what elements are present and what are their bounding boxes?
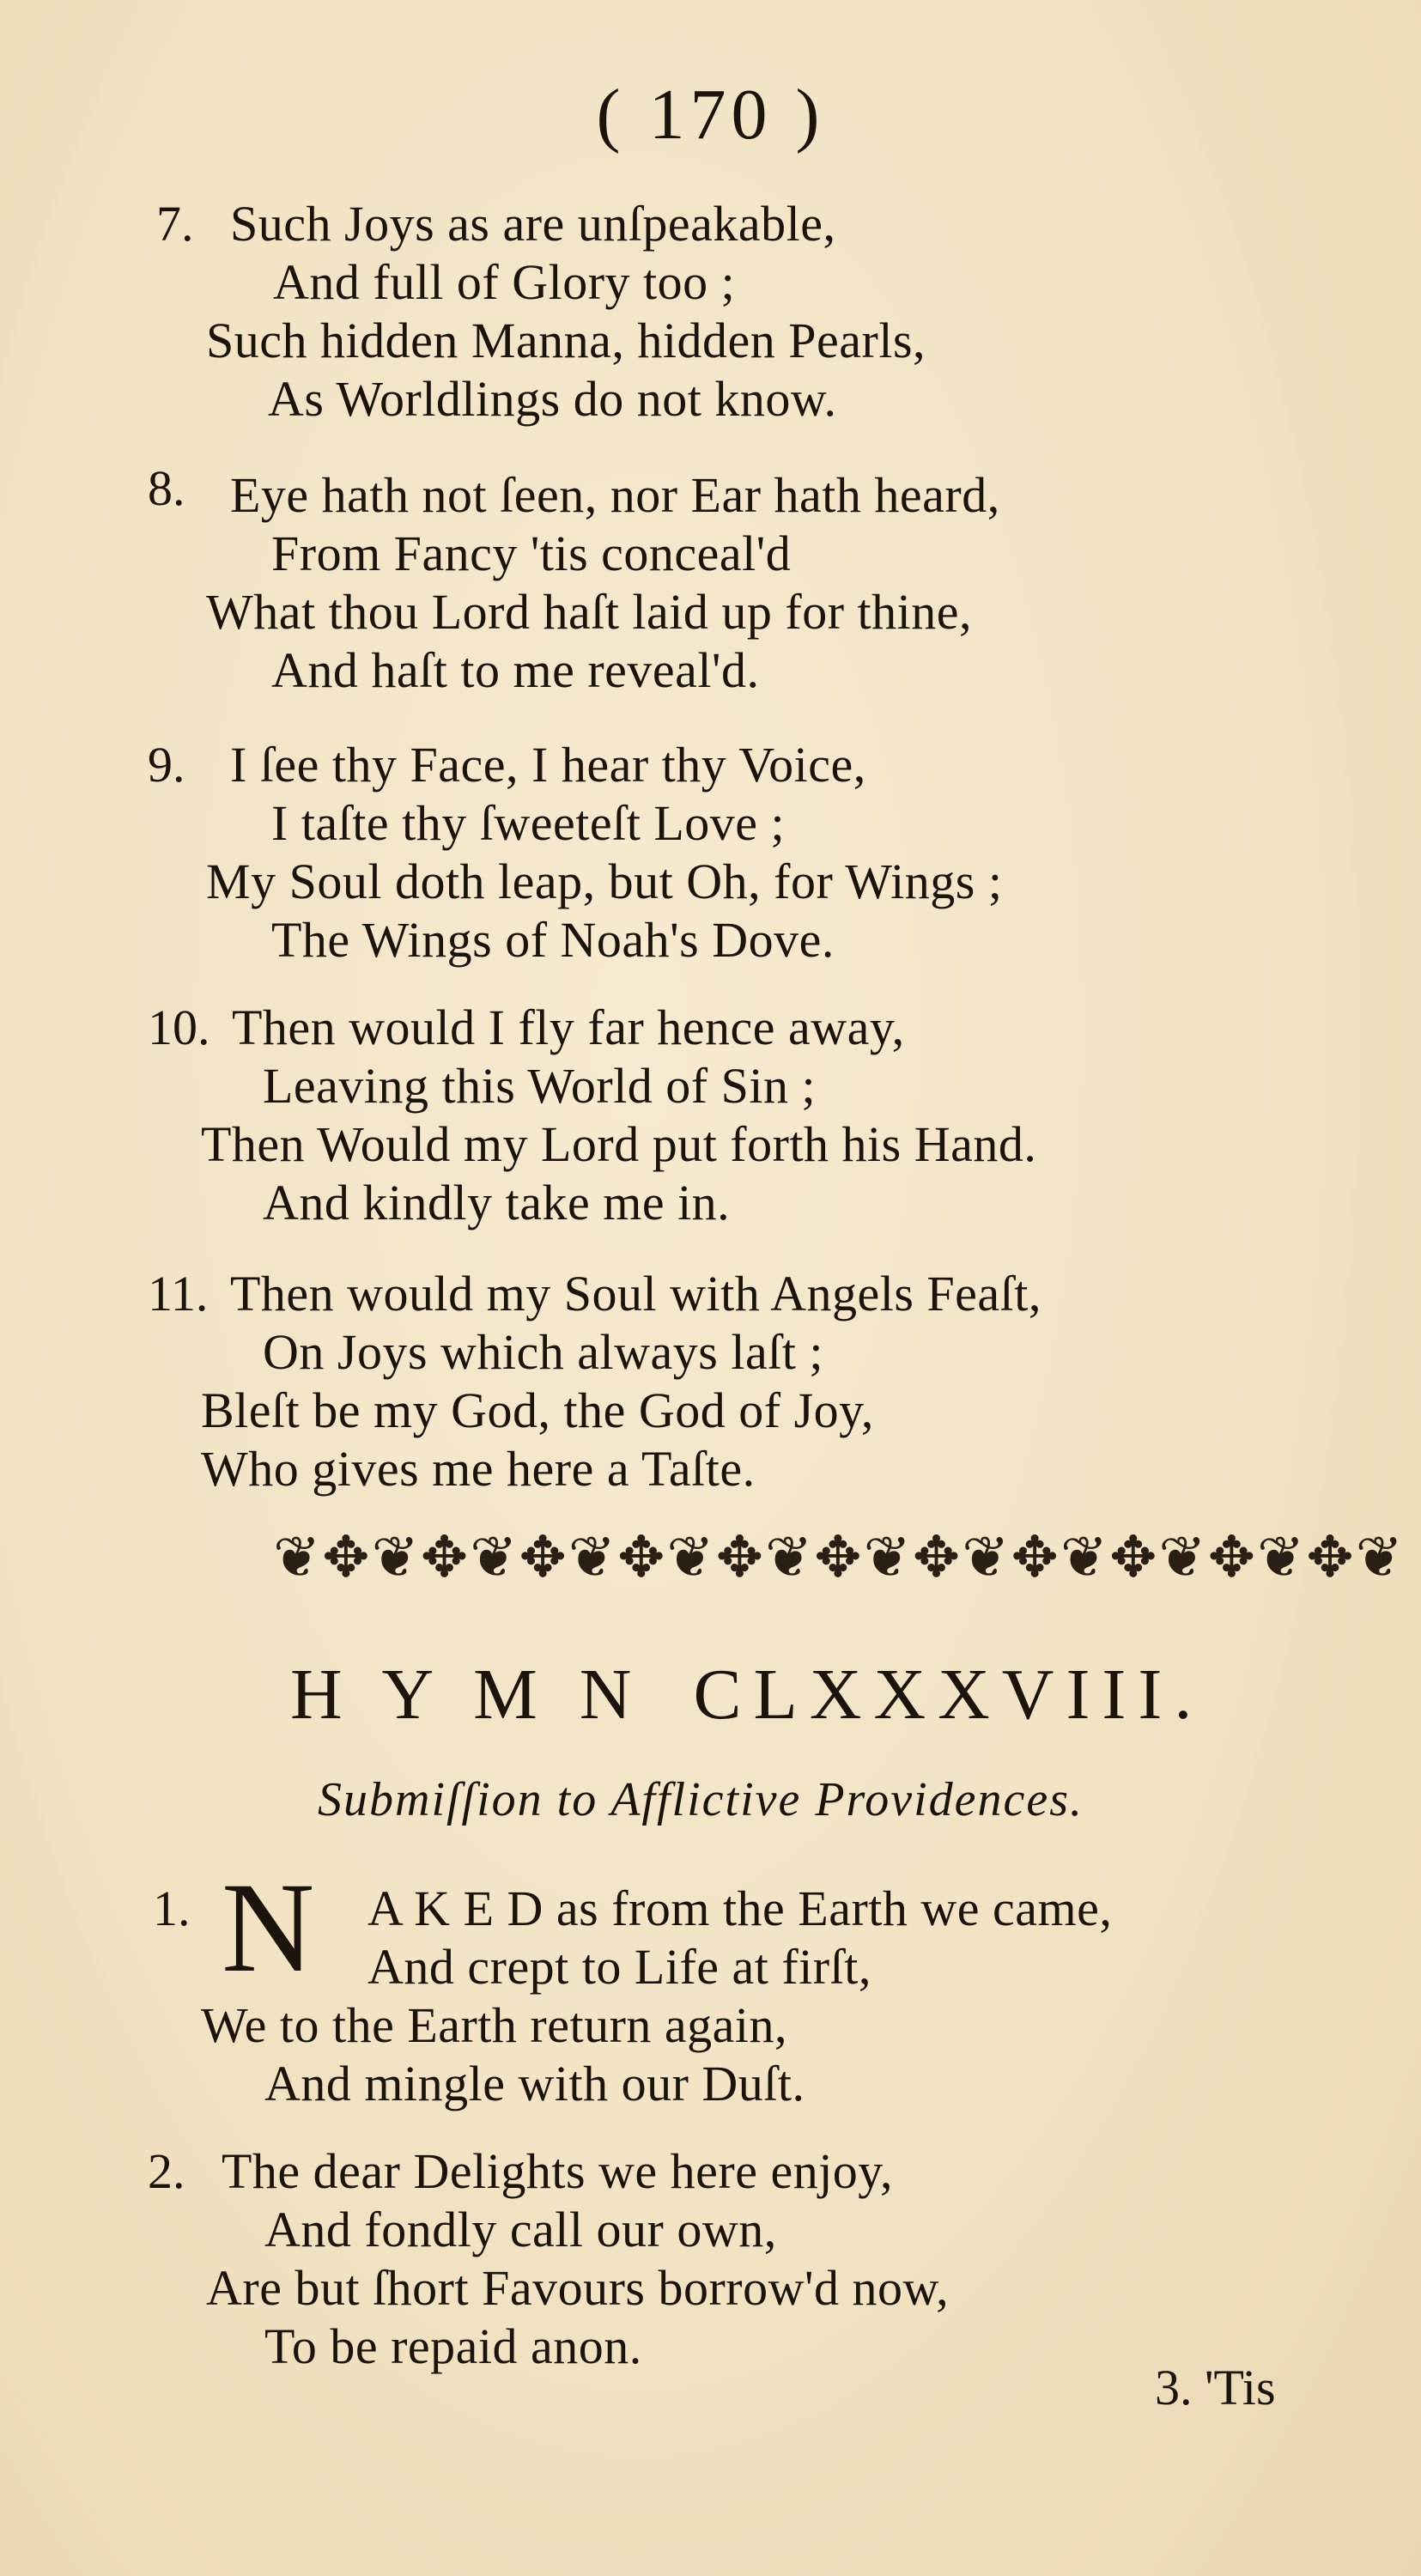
hymn-subtitle: Submiſſion to Afflictive Providences. [318, 1773, 1084, 1826]
stanza-number: 11. [148, 1266, 209, 1321]
stanza-number: 7. [156, 196, 194, 252]
stanza-number: 1. [153, 1880, 191, 1936]
verse-line: A K E D as from the Earth we came, [367, 1880, 1113, 1936]
verse-line: As Worldlings do not know. [268, 371, 837, 427]
stanza-number: 2. [148, 2143, 185, 2199]
hymn-title-word: H Y M N [290, 1655, 644, 1735]
verse-line: On Joys which always laſt ; [263, 1324, 824, 1380]
verse-line: We to the Earth return again, [201, 1997, 788, 2053]
stanza-number: 10. [148, 999, 210, 1055]
verse-line: Then would I fly far hence away, [232, 999, 905, 1055]
verse-line: Such hidden Manna, hidden Pearls, [206, 313, 926, 368]
verse-line: And kindly take me in. [263, 1175, 731, 1230]
drop-cap: N [222, 1856, 315, 1999]
verse-line: My Soul doth leap, but Oh, for Wings ; [206, 854, 1003, 909]
hymn-title-numeral: CLXXXVIII. [693, 1655, 1205, 1735]
verse-line: Leaving this World of Sin ; [263, 1058, 817, 1114]
verse-line: I taſte thy ſweeteſt Love ; [271, 795, 786, 851]
verse-line: To be repaid anon. [264, 2318, 642, 2374]
page-number: ( 170 ) [596, 75, 825, 155]
verse-line: And mingle with our Duſt. [264, 2056, 805, 2111]
ornamental-divider: ❦✥❦✥❦✥❦✥❦✥❦✥❦✥❦✥❦✥❦✥❦✥❦ [273, 1527, 1405, 1589]
verse-line: And haſt to me reveal'd. [271, 642, 760, 698]
verse-line: And full of Glory too ; [273, 254, 736, 310]
verse-line: From Fancy 'tis conceal'd [271, 526, 792, 581]
stanza-number: 9. [148, 737, 185, 793]
verse-line: What thou Lord haſt laid up for thine, [206, 584, 973, 640]
verse-line: And fondly call our own, [264, 2202, 777, 2257]
verse-line: Bleſt be my God, the God of Joy, [201, 1382, 874, 1438]
verse-line: Eye hath not ſeen, nor Ear hath heard, [230, 467, 1000, 523]
verse-line: Then would my Soul with Angels Feaſt, [230, 1266, 1041, 1321]
verse-line: The Wings of Noah's Dove. [271, 912, 835, 968]
catchword: 3. 'Tis [1155, 2360, 1276, 2415]
hymn-title [290, 1655, 1205, 1735]
verse-line: The dear Delights we here enjoy, [222, 2143, 894, 2199]
verse-line: I ſee thy Face, I hear thy Voice, [230, 737, 866, 793]
verse-line: Are but ſhort Favours borrow'd now, [206, 2260, 950, 2316]
verse-line: Then Would my Lord put forth his Hand. [201, 1116, 1037, 1172]
stanza-number: 8. [148, 460, 185, 516]
verse-line: Such Joys as are unſpeakable, [230, 196, 836, 252]
verse-line: And crept to Life at firſt, [367, 1939, 871, 1995]
verse-line: Who gives me here a Taſte. [201, 1441, 756, 1497]
